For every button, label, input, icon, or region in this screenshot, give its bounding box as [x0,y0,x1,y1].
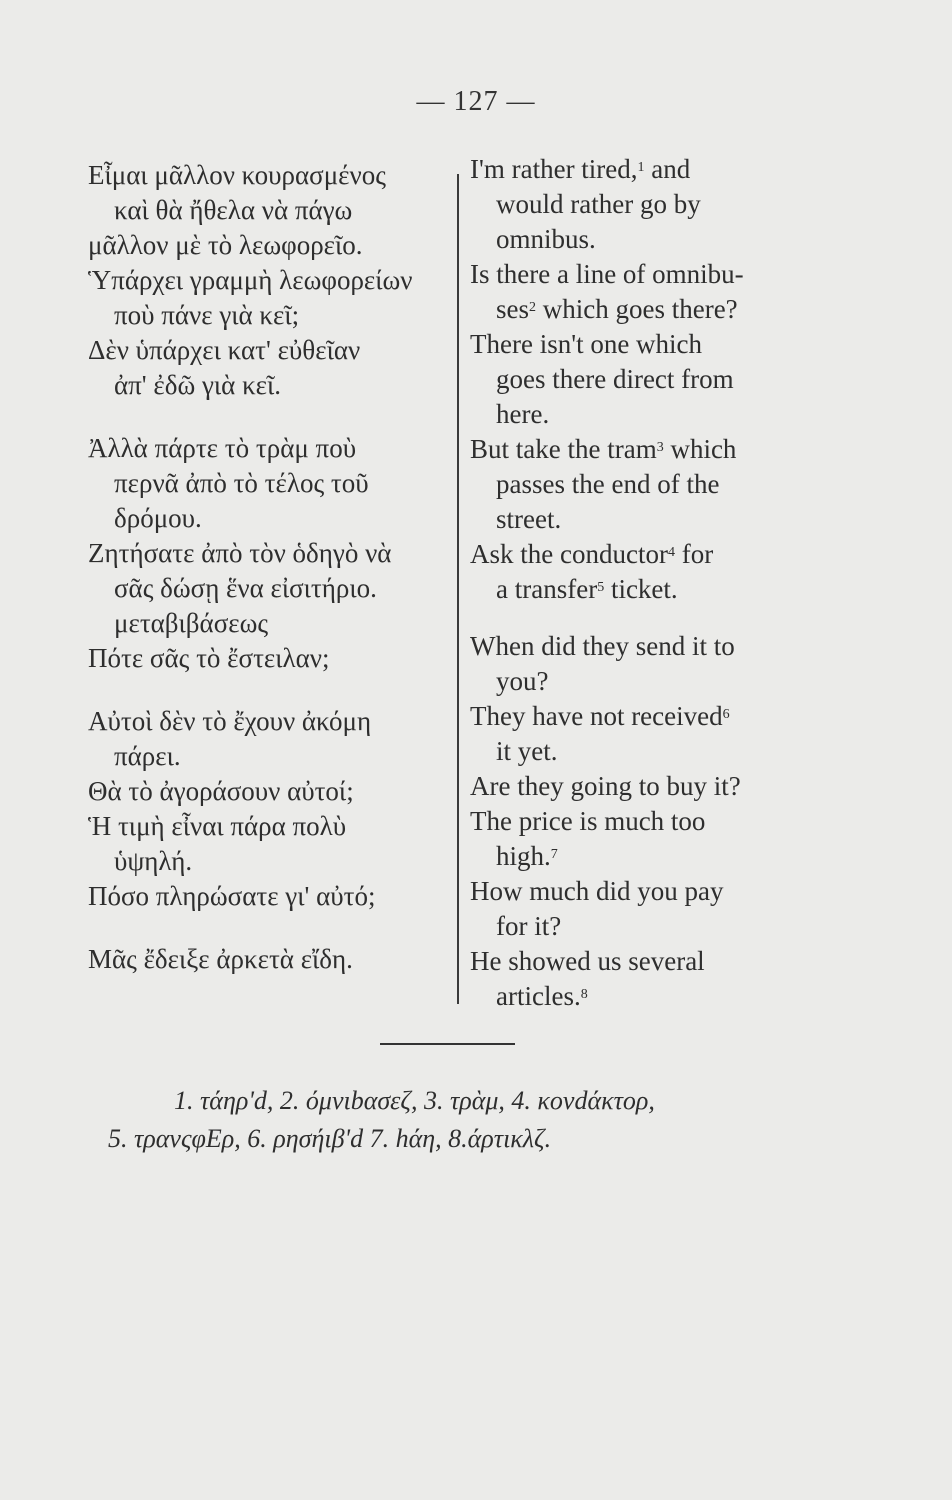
footnote-rule [380,1043,515,1045]
english-line: How much did you pay [470,876,724,906]
english-line: a transfer$^5$ ticket. [496,574,678,604]
english-line: ses$^2$ which goes there? [496,294,738,324]
english-line: would rather go by [496,189,701,219]
english-line: He showed us several [470,946,705,976]
english-line: articles.$^8$ [496,981,588,1011]
column-divider [457,174,459,1004]
english-line: Ask the conductor$^4$ for [470,539,714,569]
english-column [470,152,800,1014]
greek-line: Ζητήσατε ἀπὸ τὸν ὁδηγὸ νὰ [88,538,392,568]
english-line: But take the tram$^3$ which [470,434,737,464]
greek-line: ἀπ' ἐδῶ γιὰ κεῖ. [114,370,282,400]
english-line: When did they send it to [470,631,735,661]
greek-line: Δὲν ὑπάρχει κατ' εὐθεῖαν [88,335,361,365]
english-line: The price is much too [470,806,706,836]
greek-line: Αὐτοὶ δὲν τὸ ἔχουν ἀκόμη [88,706,372,736]
greek-line: Πόσο πληρώσατε γι' αὐτό; [88,881,376,911]
english-line: it yet. [496,736,558,766]
english-line: Are they going to buy it? [470,771,741,801]
page-number: — 127 — [416,86,536,117]
english-line: passes the end of the [496,469,720,499]
greek-line: Ὑπάρχει γραμμὴ λεωφορείων [88,265,413,295]
english-line: There isn't one which [470,329,703,359]
greek-line: σᾶς δώσῃ ἕνα εἰσιτήριο. [114,573,377,603]
greek-line: μᾶλλον μὲ τὸ λεωφορεῖο. [88,230,363,260]
greek-line: μεταβιβάσεως [114,608,269,638]
greek-line: Θὰ τὸ ἀγοράσουν αὐτοί; [88,776,354,806]
greek-line: Πότε σᾶς τὸ ἔστειλαν; [88,643,330,673]
greek-line: Εἶμαι μᾶλλον κουρασμένος [88,160,386,190]
english-line: here. [496,399,550,429]
greek-column [88,158,448,977]
greek-line: δρόμου. [114,503,202,533]
greek-line: Μᾶς ἔδειξε ἀρκετὰ εἴδη. [88,944,353,974]
footnote-line: 1. τάηρ'd, 2. όμνιbασεζ, 3. τρὰμ, 4. κονdάκτορ, [174,1086,655,1115]
greek-line: πάρει. [114,741,181,771]
greek-line: ποὺ πάνε γιὰ κεῖ; [114,300,300,330]
greek-line: Ἡ τιμὴ εἶναι πάρα πολὺ [88,811,347,841]
english-line: goes there direct from [496,364,734,394]
footnotes [108,1082,828,1158]
english-line: high.$^7$ [496,841,558,871]
english-line: omnibus. [496,224,596,254]
greek-line: Ἀλλὰ πάρτε τὸ τρὰμ ποὺ [88,433,357,463]
english-line: for it? [496,911,562,941]
greek-line: περνᾶ ἀπὸ τὸ τέλος τοῦ [114,468,369,498]
english-line: They have not received$^6$ [470,701,730,731]
english-line: I'm rather tired,$^1$ and [470,154,691,184]
greek-line: ὑψηλή. [114,846,193,876]
english-line: you? [496,666,549,696]
greek-line: καὶ θὰ ἤθελα νὰ πάγω [114,195,353,225]
english-line: street. [496,504,562,534]
english-line: Is there a line of omnibu- [470,259,744,289]
footnote-line: 5. τρανςφΕρ, 6. ρησήιβ'd 7. hάη, 8.άρτικλζ. [108,1124,552,1153]
